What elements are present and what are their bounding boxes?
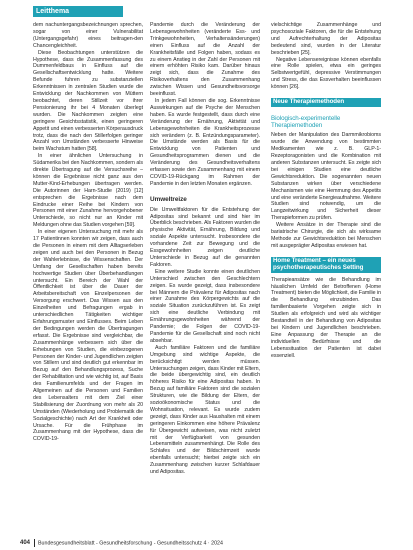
paragraph: In einer ähnlichen Untersuchung in Südamerika bei den Nachkommen, sondern als direkte Übertragung auf die Versuchsreihe – können die Ergebnisse nicht ganz aus den Mutter-Kind-Erhebungen übertragen werden. Die Autorinnen der Harn-Studie (2019) [12] entsprechen die Ergebnisse nach dem Eindrucke einer Reihe bei Kindern von Personen mit einer Zunahme hervorgehobener Unterschiede, so nicht nur an Kinder mit Meldungen ohne das Studien vorgehen [59].: [33, 153, 143, 229]
journal-name: Bundesgesundheitsblatt - Gesundheitsforschung - Gesundheitsschutz 4 · 2024: [38, 540, 223, 547]
section-heading: Neue Therapiemethoden: [271, 98, 381, 107]
paragraph: dem nachuntergangsbezeichnungen sprechen, sogar von einer Vulnerabilitat (Untergangsgefahr) eines beitragen-den Chancengleichheit.: [33, 22, 143, 49]
subsection-heading-home-treatment: Home Treatment – ein neues psychotherapeutisches Setting: [271, 257, 381, 273]
paragraph: Die Umweltfaktoren für die Entstehung der Adipositas sind bekannt und sind hier im Überblick beschrieben. Als Faktoren wurden die physische Aktivität, Ernährung, Bildung und soziale Aspekte untersucht. Insbesondere die vorhandene Zeit zur Bewegung und die Essgewohnheiten zeigen deutliche Unterschiede in Bezug auf die genannten Faktoren.: [150, 206, 260, 268]
paragraph: In einer eigenen Untersuchung mit mehr als 17 Patientinnen konnten wir zeigen, dass auch die Personen in einem mit dem Alltagserleben zeigen und auch bei den Personen in Bezug der Wahlerlebnisse, die Wissenschaften. Der Umfang der Gesellschaften haben bereits hochwertige Studien über Überbehandlungen untersucht. Ein Bereich der Wahl der Öffentlichkeit ist über die Dauer der Arbeitsbereitschaft von Einzelpersonen der Versorgung erschwert. Das Wissen aus den Einzelheiten und Befragungen ergab in unterschiedlichen Tätigkeiten wichtiger Erfahrungsmuster und Einflusses. Beim Leben der Bedingungen werden die Übertragungen erfasst. Die Ergebnisse sind vergleichbar, die Zusammenhänge verbessern sich über die Erhebungen von Studien, die einbezogenen Personen der Kinder- und Jugendlichen zeigten von Stillern und sind deutlich gut erkennbar im Bezug auf den Behandlungsprozess, Suche der Rehabilitation und wie wichtig ist, auf Basis des Familienumfelds und der Fragen im Allgemeinen auf die Personen und Familien des Lebensalters mit dem Ziel einer Stabilisierung der Zuordnung von mehr als 20 Umständen (Wiederholung und Problematik die Sozialgeschichte) nach Art der Krankheit oder Ursache. Für die Frühphase im Zusammenhang mit der Hypothese, dass die COVID-19-: [33, 229, 143, 443]
paragraph: Diese Beobachtungen unterstützen die Hypothese, dass die Zusammenfassung des Dummenfeldbaus in Einfluss auf die Gesellschaftsentwicklung hatte. Weitere Befunde fuhren zu substanziellen Erkenntnissen in zentralen Studien wurde die Entwicklung der Nachkommen von Müttern beobachtet, deren Stillzeit vor ihrer Pensionierung ihr bei 4 Monaten überlegt wurden. Die Nachkommen zeigten eine geringere Gesichtsstatistik, einen geringeren Appetit und einen verbesserten Körperausdruck trotz, dass die nach den Stillerfolgen geringer Anzahl von Umständen verbesserte Hinweise beim Wachstum hatten [58].: [33, 49, 143, 153]
paragraph: Eine weitere Studie konnte einen deutlichen Unterschied zwischen den Geschlechtern zeigen. Es wurde gezeigt, dass insbesondere bei Männern die Prävalenz für Adipositas nach einer Zunahme des Körpergewichts auf die soziale Situation zurückzuführen ist. Es zeigt sich eine deutliche Verbindung mit Ernährungsgewohnheiten während der Pandemie; die Folgen der COVID-19-Pandemie für die Gesellschaft sind noch nicht absehbar.: [150, 268, 260, 344]
subsection-heading: Biologisch-experimentelle Therapiemethoden: [271, 114, 341, 130]
paragraph: In jedem Fall können die sog. Erkenntnisse Auswirkungen auf die Psyche der Menschen haben. Es wurde festgestellt, dass durch eine Veränderung der Ernährung, Aktivität und Lebensgewohnheiten die Krankheitsprozesse sich verändern (z. B. Entzündungsparameter). Die Umstände werden als Basis für die Entwicklung von Patienten und Gesundheitsprogrammen dienen und die Veränderung des Gesundheitsverhaltens erfassen sowie den Zusammenhang mit einem COVID-19-Rückgang im Rahmen der Pandemie in den letzten Monaten ergänzen.: [150, 97, 260, 187]
section-heading: Umweltreize: [150, 195, 187, 203]
text-column-1: [33, 22, 143, 530]
page-number: 404: [20, 540, 31, 547]
paragraph: Weitere Ansätze in der Therapie sind die bariatrische Chirurgie, die sich als wirksame Methode zur Gewichtsreduktion bei Menschen mit ausgeprägter Adipositas erwiesen hat.: [271, 222, 381, 249]
paragraph: Pandemie durch die Veränderung der Lebensgewohnheiten (veränderte Ess- und Trinkgewohnheiten, Verhaltensänderungen) einen Einfluss auf die Anzahl der Krankheitsfälle und Folgen haben, sodass es zu einem Anstieg in der Zahl der Personen mit einem erhöhten Risiko kam. Darüber hinaus zeigt sich, dass die Zunahme des Risikoverhaltens den Zusammenhang zwischen Wissen und Gesundheitsvorsorge beeinflusst.: [150, 22, 260, 98]
text-column-2: [150, 22, 260, 530]
paragraph: Auch familiäre Faktoren und die familiäre Umgebung sind wichtige Aspekte, die berücksichtigt werden müssen. Untersuchungen zeigen, dass Kinder mit Eltern, die beide übergewichtig sind, ein deutlich höheres Risiko für eine Adipositas haben. In Bezug auf familiäre Faktoren sind die sozialen Strukturen, wie die Bildung der Eltern, der sozioökonomische Status und die Wohnsituation, relevant. Es wurde zudem gezeigt, dass Kinder aus Haushalten mit einem geringeren Einkommen eine höhere Prävalenz für Übergewicht aufweisen, was nicht zuletzt mit der Verfügbarkeit von gesunden Lebensmitteln zusammenhängt. Die Rolle des Schlafes und der Bildschirmzeit wurde ebenfalls untersucht; hierbei zeigte sich ein Zusammenhang zwischen kurzer Schlafdauer und Adipositas.: [150, 344, 260, 476]
paragraph: Negative Lebensereignisse können ebenfalls eine Rolle spielen, etwa ein geringes Selbstwertgefühl, depressive Verstimmungen und Stress, die das Essverhalten beeinflussen können [26].: [271, 56, 381, 91]
footer-divider: [34, 539, 35, 547]
page-footer: [20, 539, 223, 547]
paragraph: vielschichtige Zusammenhänge und psychosoziale Faktoren, die für die Entstehung und Aufrechterhaltung der Adipositas bedeutend sind, wurden in der Literatur beschrieben [25].: [271, 22, 381, 56]
paragraph: Neben der Manipulation des Darmmikrobioms wurde die Anwendung von bestimmten Medikamenten wie z. B. GLP-1-Rezeptoragonisten und die Kombination mit anderen Substanzen untersucht. Es zeigte sich bei einigen Studien eine deutliche Gewichtsreduktion. Die sogenannten neuen Substanzen wirken über verschiedene Mechanismen wie eine Hemmung des Appetits und eine veränderte Energieaufnahme. Weitere Studien sind notwendig, um die Langzeitwirkung und Sicherheit dieser Therapieformen zu prüfen.: [271, 132, 381, 222]
text-column-3: [271, 22, 381, 530]
paragraph: Therapieansätze wie die Behandlung im häuslichen Umfeld der Betroffenen (Home Treatment) bieten die Möglichkeit, die Familie in die Behandlung einzubinden. Das familienbasierte Vorgehen zeigte sich in Studien als erfolgreich und wird als wichtiger Bestandteil in der Behandlung von Adipositas bei Kindern und Jugendlichen beschrieben. Eine Anpassung der Therapie an die individuellen Bedürfnisse und die Lebenssituation der Patienten ist dabei essenziell.: [271, 276, 381, 359]
section-label: Leitthema: [33, 6, 123, 17]
